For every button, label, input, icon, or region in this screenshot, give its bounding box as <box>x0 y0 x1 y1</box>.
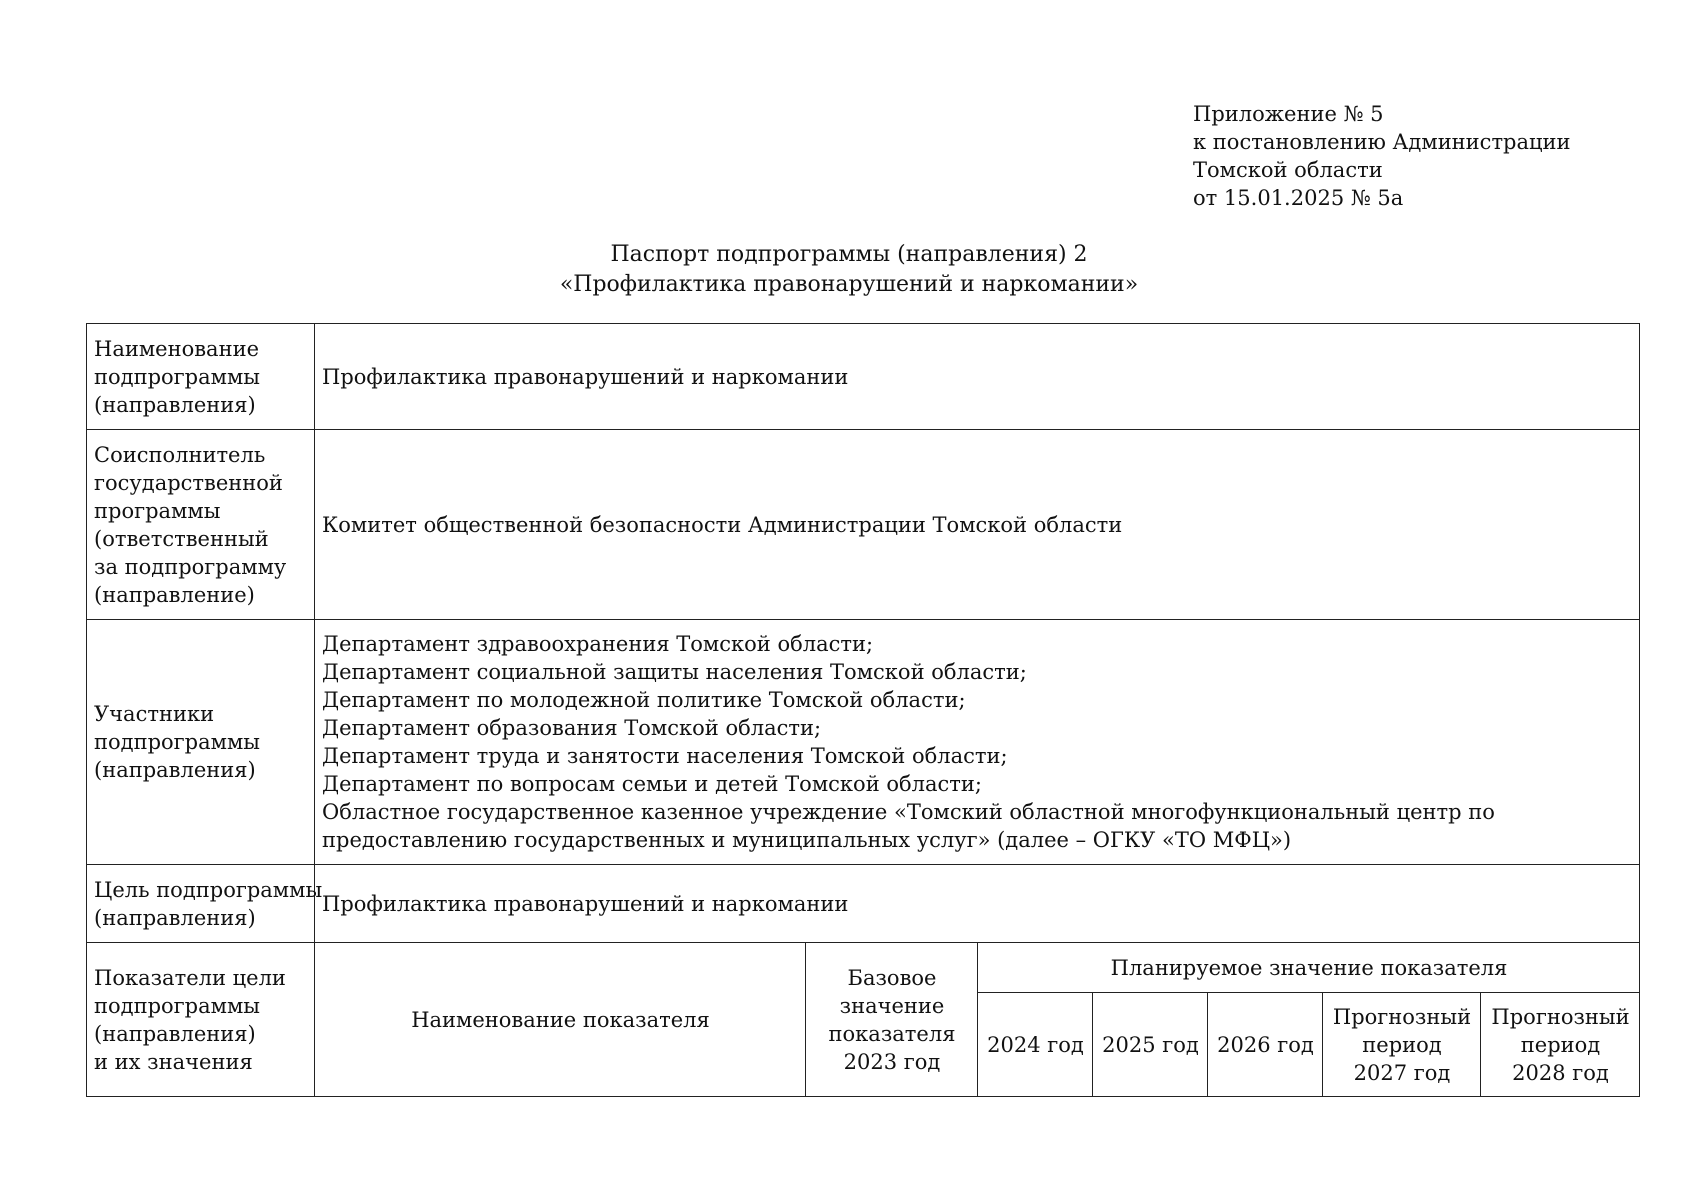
label-line: государственной <box>94 470 283 495</box>
participant-line: Департамент здравоохранения Томской области; <box>322 632 874 656</box>
header-line: Прогнозный <box>1332 1004 1472 1029</box>
label-line: (направления) <box>94 1021 256 1046</box>
participant-line: Департамент труда и занятости населения Томской области; <box>322 744 1008 768</box>
label-line: программы <box>94 498 221 523</box>
year-header-2028 <box>1481 993 1640 1097</box>
passport-table <box>86 323 1640 1097</box>
indicator-name-header: Наименование показателя <box>315 943 806 1097</box>
appendix-line: к постановлению Администрации <box>1193 130 1571 154</box>
year-header-2024 <box>978 993 1093 1097</box>
header-line: показателя <box>828 1021 956 1046</box>
indicators-label <box>87 943 315 1097</box>
header-line: Прогнозный <box>1491 1004 1630 1029</box>
appendix-line: Томской области <box>1193 158 1383 182</box>
label-line: (направления) <box>94 758 256 782</box>
value-line: Комитет общественной безопасности Администрации Томской области <box>322 512 1123 537</box>
row-label <box>87 620 315 865</box>
label-line: Цель подпрограммы <box>94 877 323 902</box>
participant-line: Областное государственное казенное учреждение «Томский областной многофункциональный центр по предоставлению государственных и муниципальных услуг» (далее – ОГКУ «ТО МФЦ») <box>322 800 1495 852</box>
label-line: Наименование <box>94 336 259 361</box>
row-label <box>87 865 323 943</box>
header-line: 2026 год <box>1217 1032 1314 1057</box>
row-label <box>87 430 315 620</box>
year-header-2026 <box>1208 993 1323 1097</box>
value-line: Профилактика правонарушений и наркомании <box>322 891 849 916</box>
label-line: (направление) <box>94 582 255 607</box>
document-title <box>0 240 1698 300</box>
header-line: 2025 год <box>1102 1032 1199 1057</box>
appendix-line: Приложение № 5 <box>1193 102 1384 126</box>
label-line: (ответственный <box>94 526 269 551</box>
label-line: подпрограммы <box>94 364 261 389</box>
label-line: и их значения <box>94 1049 253 1074</box>
label-line: Участники <box>94 702 215 726</box>
row-value <box>315 324 1640 430</box>
year-header-2025 <box>1093 993 1208 1097</box>
row-label <box>87 324 315 430</box>
planned-value-header: Планируемое значение показателя <box>978 943 1640 993</box>
header-line: 2024 год <box>987 1032 1084 1057</box>
indicators-header-row <box>87 943 1640 993</box>
appendix-line: от 15.01.2025 № 5а <box>1193 186 1404 210</box>
label-line: (направления) <box>94 392 256 417</box>
label-line: подпрограммы <box>94 993 261 1018</box>
table-row <box>87 865 1640 943</box>
header-line: 2023 год <box>843 1049 941 1074</box>
participant-line: Департамент образования Томской области; <box>322 716 822 740</box>
header-line: Базовое <box>847 965 937 990</box>
participant-line: Департамент по вопросам семьи и детей Томской области; <box>322 772 982 796</box>
table-row <box>87 324 1640 430</box>
label-line: Соисполнитель <box>94 442 266 467</box>
label-line: Показатели цели <box>94 965 286 990</box>
label-line: (направления) <box>94 905 256 930</box>
table-row <box>87 430 1640 620</box>
header-line: значение <box>839 993 945 1018</box>
row-value <box>315 620 1640 865</box>
row-value <box>315 430 1640 620</box>
title-line-1: Паспорт подпрограммы (направления) 2 <box>610 242 1088 267</box>
header-line: период <box>1520 1032 1601 1057</box>
table-row <box>87 620 1640 865</box>
header-line: период <box>1362 1032 1442 1057</box>
header-line: 2028 год <box>1512 1060 1609 1085</box>
base-value-header <box>806 943 978 1097</box>
participant-line: Департамент социальной защиты населения Томской области; <box>322 660 1027 684</box>
label-line: подпрограммы <box>94 730 261 754</box>
value-line: Профилактика правонарушений и наркомании <box>322 364 849 389</box>
title-line-2: «Профилактика правонарушений и наркомании» <box>559 272 1139 297</box>
appendix-block <box>1193 100 1571 212</box>
header-line: 2027 год <box>1353 1060 1451 1085</box>
year-header-2027 <box>1323 993 1481 1097</box>
participant-line: Департамент по молодежной политике Томской области; <box>322 688 966 712</box>
label-line: за подпрограмму <box>94 554 287 579</box>
row-value <box>315 865 1640 943</box>
